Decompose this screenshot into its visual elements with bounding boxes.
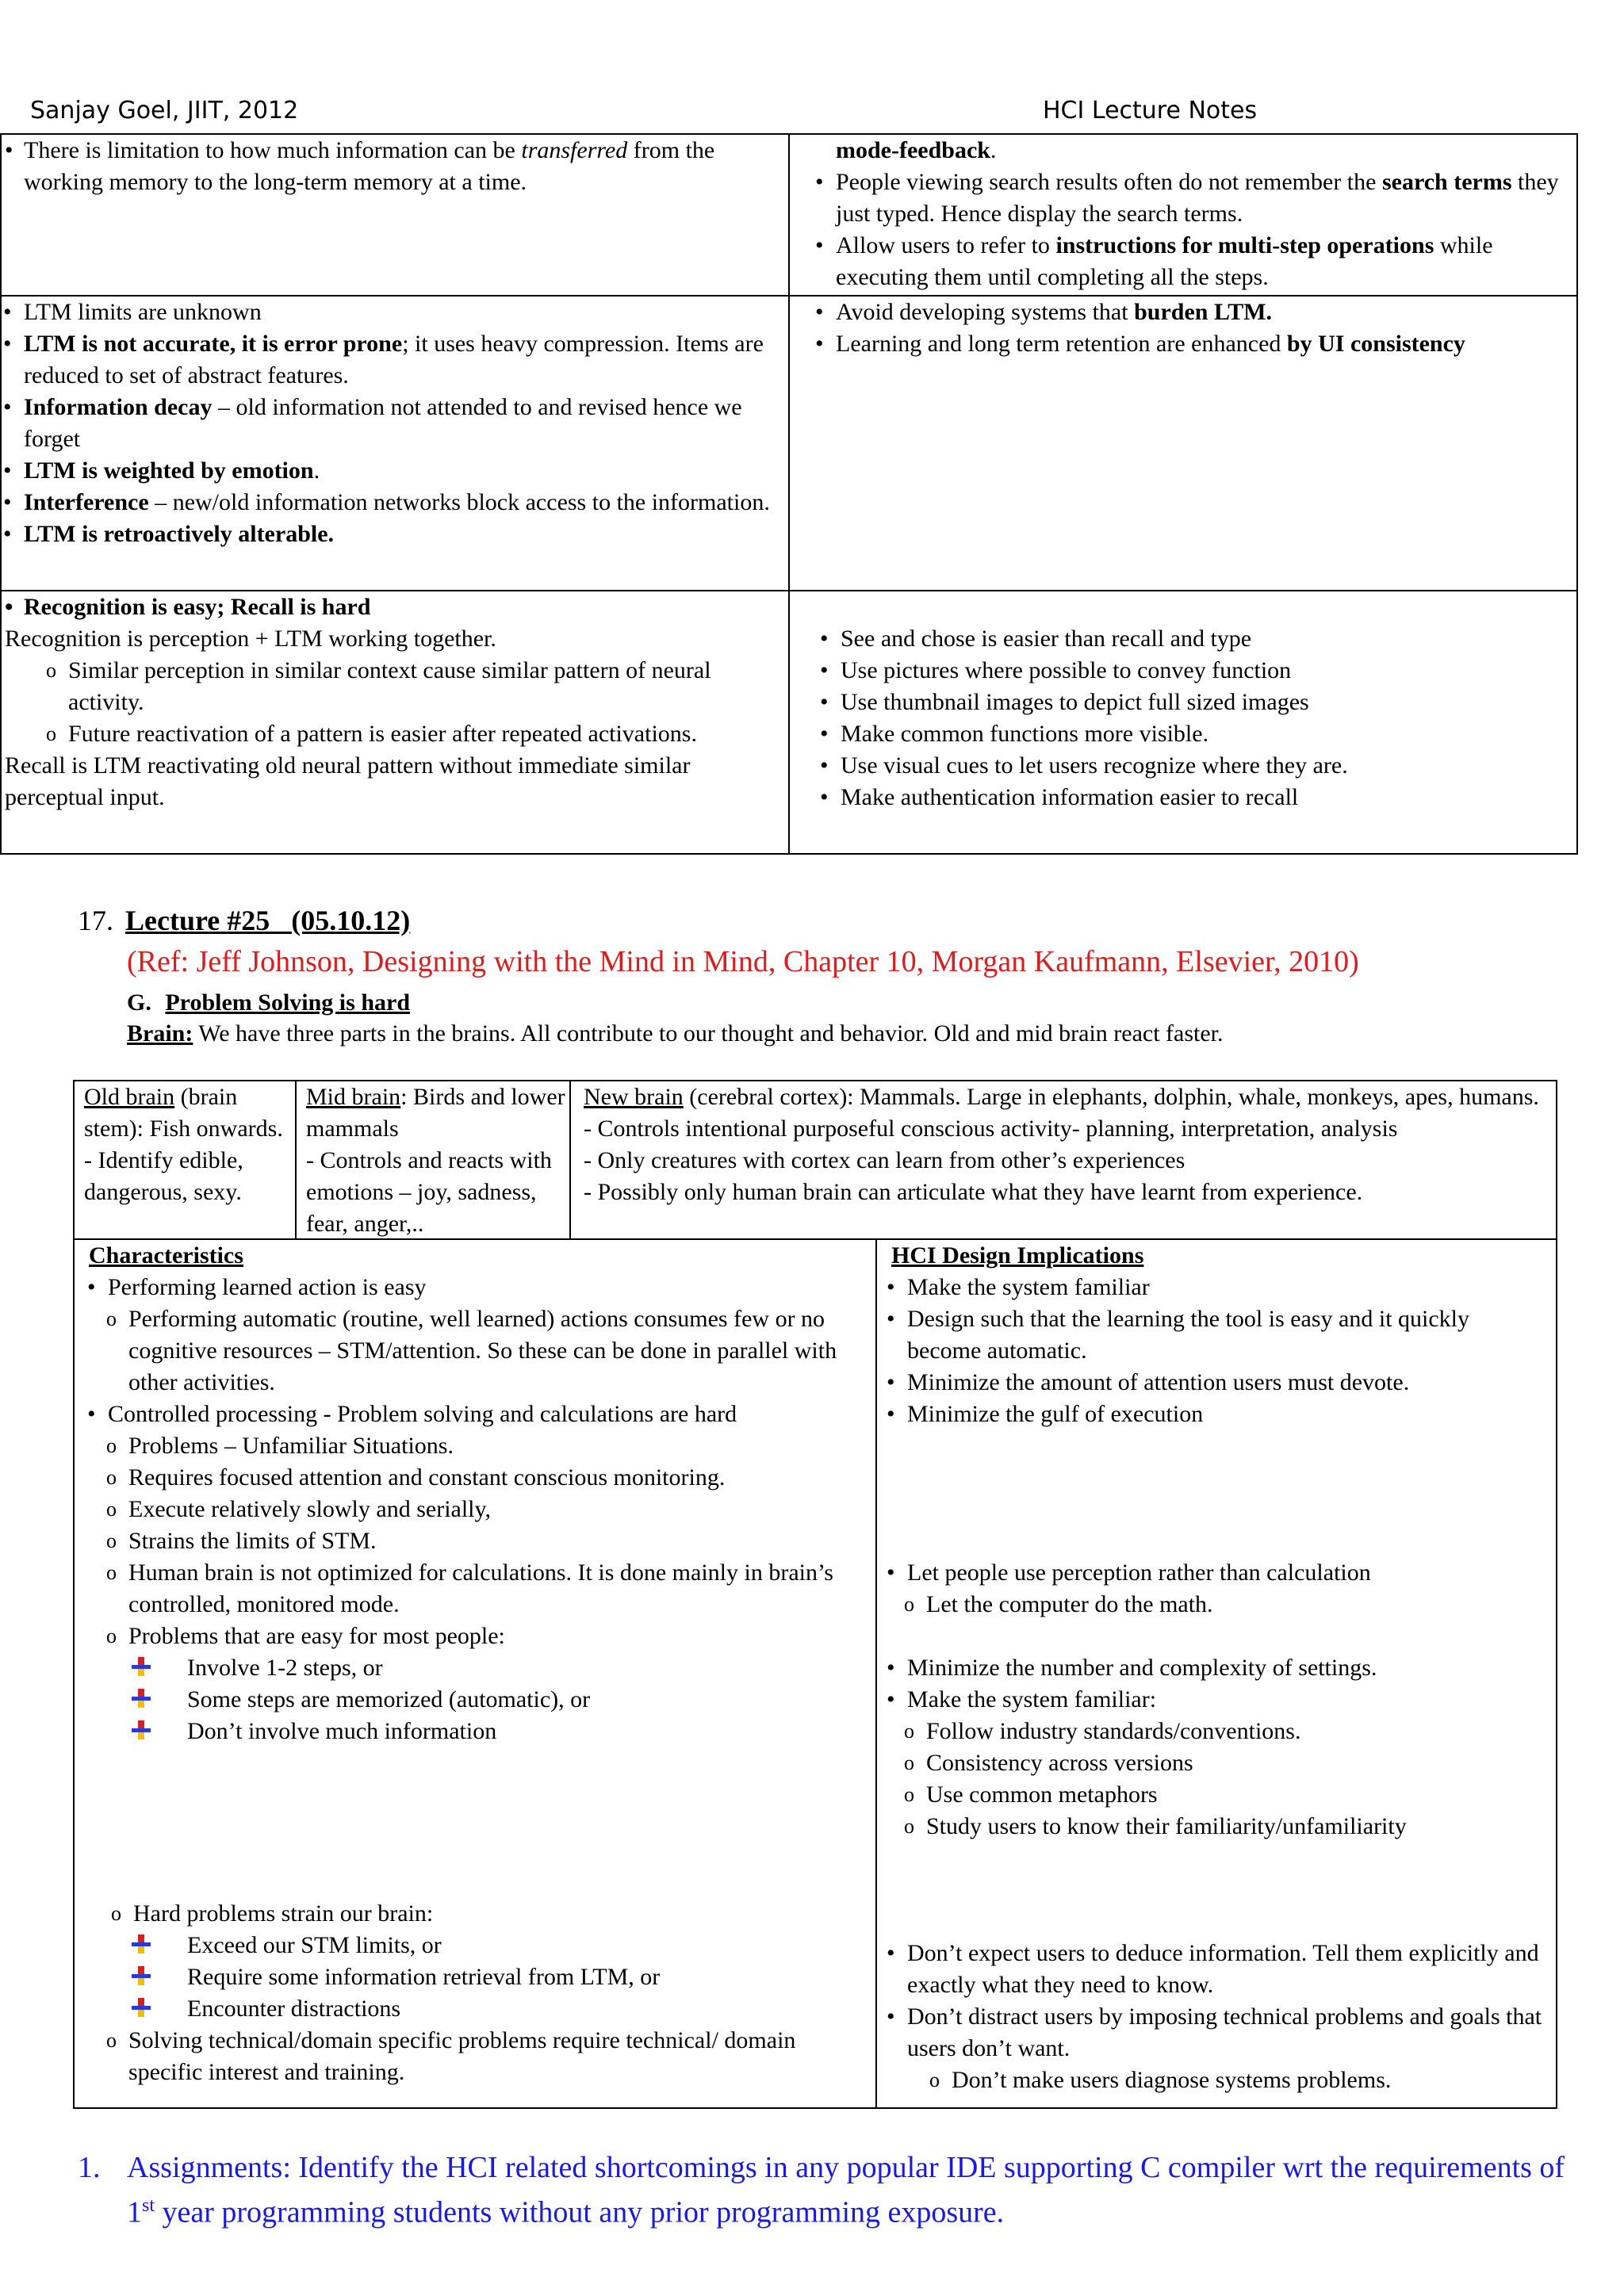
- sub-list: [888, 1589, 1548, 1621]
- section-letter: G.: [127, 989, 151, 1016]
- list-item: o Problems – Unfamiliar Situations.: [128, 1430, 875, 1462]
- text: Avoid developing systems that: [836, 299, 1135, 325]
- lecture-heading: [78, 902, 410, 939]
- text: Allow users to refer to: [836, 232, 1056, 258]
- bullet-list: [836, 166, 1561, 293]
- table-row: [1, 296, 1577, 591]
- old-brain-cell: [74, 1081, 296, 1240]
- text: Require some information retrieval from LTM, or: [187, 1964, 661, 1990]
- text: Recognition is easy; Recall is hard: [24, 594, 371, 620]
- list-item: o Study users to know their familiarity/unfamiliarity: [926, 1811, 1548, 1843]
- list-item: • Minimize the amount of attention users must devote.: [907, 1367, 1548, 1399]
- superscript: st: [142, 2195, 155, 2216]
- assignment-text: Assignments: Identify the HCI related shortcomings in any popular IDE supporting C compiler wrt the requirements of 1: [127, 2151, 1588, 2229]
- list-item: [836, 328, 1561, 360]
- list-item: [24, 519, 785, 550]
- mid-brain-cell: [296, 1081, 570, 1240]
- text-bold: instructions for multi-step operations: [1055, 232, 1434, 258]
- list-item: • Make the system familiar: [907, 1272, 1548, 1303]
- text-underline: Mid brain: [306, 1084, 401, 1110]
- text: Encounter distractions: [187, 1996, 401, 2022]
- brain-text: We have three parts in the brains. All contribute to our thought and behavior. Old and mid brain react faster.: [193, 1020, 1224, 1047]
- list-item: • Design such that the learning the tool is easy and it quickly become automatic.: [907, 1303, 1548, 1367]
- text-underline: New brain: [584, 1084, 684, 1110]
- brain-intro: [127, 1018, 1224, 1050]
- implications-column: [876, 1239, 1557, 2108]
- list-item: • Make common functions more visible.: [841, 718, 1561, 750]
- text: – old information not attended to and revised hence we forget: [24, 394, 742, 452]
- list-item: o Don’t make users diagnose systems problems.: [952, 2064, 1548, 2096]
- list-item: [187, 1684, 875, 1716]
- text: - Possibly only human brain can articulate what they have learnt from experience.: [584, 1179, 1363, 1205]
- bullet-list: [888, 1272, 1548, 1430]
- list-item: [836, 230, 1561, 293]
- ltm-table: [0, 133, 1578, 855]
- text: Learning and long term retention are enhanced: [836, 331, 1287, 357]
- characteristics-heading: Characteristics: [89, 1242, 243, 1269]
- arrow-bullet-icon: [132, 1720, 151, 1739]
- list-item: • Controlled processing - Problem solving and calculations are hard: [108, 1399, 875, 1430]
- text: - Controls intentional purposeful conscious activity- planning, interpretation, analysis: [584, 1115, 1398, 1142]
- hard-problem-list: [89, 1930, 875, 2025]
- sub-list: [89, 1303, 875, 1399]
- list-item: o Follow industry standards/conventions.: [926, 1716, 1548, 1747]
- header-course: HCI Lecture Notes: [1043, 97, 1258, 124]
- table-row: [1, 134, 1577, 296]
- header-author: Sanjay Goel, JIIT, 2012: [30, 97, 299, 124]
- list-item: [187, 1993, 875, 2025]
- text: Exceed our STM limits, or: [187, 1932, 442, 1958]
- lecture-number: 17.: [78, 905, 113, 936]
- text-bold: LTM is not accurate, it is error prone: [24, 331, 403, 357]
- bullet-list: [24, 297, 785, 550]
- text: People viewing search results often do not remember the: [836, 169, 1382, 195]
- list-item: [836, 166, 1561, 230]
- text: – new/old information networks block access to the information.: [148, 489, 770, 515]
- characteristics-column: [74, 1239, 876, 2108]
- section-title: Problem Solving is hard: [165, 989, 411, 1016]
- list-item: o Hard problems strain our brain:: [133, 1898, 875, 1930]
- bullet-list: [888, 1557, 1548, 1589]
- text: LTM limits are unknown: [24, 299, 262, 325]
- bullet-list: [89, 1272, 875, 1303]
- bullet-list: [89, 1399, 875, 1430]
- list-item: o Consistency across versions: [926, 1747, 1548, 1779]
- text: from the working memory to the long-term memory at a time.: [24, 137, 715, 195]
- list-item: • Use thumbnail images to depict full sized images: [841, 687, 1561, 718]
- list-item: [187, 1652, 875, 1684]
- text: .: [313, 457, 320, 484]
- text-bold: search terms: [1381, 169, 1512, 195]
- sub-list: [888, 1716, 1548, 1843]
- text: Some steps are memorized (automatic), or: [187, 1686, 591, 1712]
- lecture-reference: (Ref: Jeff Johnson, Designing with the Mind in Mind, Chapter 10, Morgan Kaufmann, Elsevier, 2010): [127, 945, 1359, 978]
- arrow-bullet-icon: [132, 1657, 151, 1676]
- list-item: [24, 455, 785, 487]
- list-item: • Minimize the gulf of execution: [907, 1399, 1548, 1430]
- text: There is limitation to how much information can be: [24, 137, 522, 163]
- text: Don’t involve much information: [187, 1718, 497, 1744]
- sub-list: [89, 2025, 875, 2088]
- list-item: o Performing automatic (routine, well learned) actions consumes few or no cognitive resources – STM/attention. So these can be done in parallel with other activities.: [128, 1303, 875, 1399]
- list-item: [187, 1716, 875, 1747]
- list-item: [836, 297, 1561, 328]
- list-item: • Let people use perception rather than calculation: [907, 1557, 1548, 1589]
- table-row: [74, 1081, 1557, 1240]
- text: (cerebral cortex): Mammals. Large in elephants, dolphin, whale, monkeys, apes, humans.: [683, 1084, 1539, 1110]
- list-item: • Make authentication information easier to recall: [841, 782, 1561, 813]
- list-item: o Use common metaphors: [926, 1779, 1548, 1811]
- list-item: • Minimize the number and complexity of settings.: [907, 1652, 1548, 1684]
- text-bold: Interference: [24, 489, 149, 515]
- table-row: [74, 1239, 1557, 2108]
- text-bold: mode-feedback: [836, 137, 990, 163]
- text: .: [990, 137, 997, 163]
- list-item: [24, 487, 785, 519]
- assignment: [78, 2149, 1588, 2232]
- recall-text: Recall is LTM reactivating old neural pattern without immediate similar perceptual input.: [5, 752, 691, 810]
- list-item: • Use pictures where possible to convey function: [841, 655, 1561, 687]
- table-row: [1, 591, 1577, 854]
- sub-list: [5, 655, 785, 750]
- text-bold: LTM is retroactively alterable.: [24, 521, 335, 547]
- arrow-bullet-icon: [132, 1998, 151, 2017]
- recognition-intro: Recognition is perception + LTM working together.: [5, 626, 496, 652]
- list-item: o Execute relatively slowly and serially,: [128, 1494, 875, 1525]
- list-item: • Don’t expect users to deduce information. Tell them explicitly and exactly what they need to know.: [907, 1938, 1548, 2001]
- text: (brain stem): Fish onwards.: [84, 1084, 283, 1142]
- list-item: [187, 1930, 875, 1961]
- text: : Birds and lower mammals: [306, 1084, 565, 1142]
- ltm-cell: [836, 135, 1561, 166]
- recognition-title: • Recognition is easy; Recall is hard: [5, 594, 371, 620]
- list-item: o Problems that are easy for most people:: [128, 1621, 875, 1652]
- brain-table: [73, 1080, 1557, 1240]
- list-item: • Don’t distract users by imposing technical problems and goals that users don’t want.: [907, 2001, 1548, 2064]
- assignment-text: year programming students without any prior programming exposure.: [155, 2195, 1005, 2229]
- text: they just typed. Hence display the search terms.: [836, 169, 1559, 227]
- arrow-bullet-icon: [132, 1966, 151, 1985]
- ltm-cell: • There is limitation to how much information can be transferred from the working memory to the long-term memory at a time.: [5, 137, 715, 195]
- list-item: [24, 392, 785, 455]
- easy-problem-list: [89, 1652, 875, 1747]
- list-item: • Use visual cues to let users recognize where they are.: [841, 750, 1561, 782]
- sub-list: [888, 2064, 1548, 2096]
- text: - Identify edible, dangerous, sexy.: [84, 1147, 243, 1205]
- text-underline: Old brain: [84, 1084, 175, 1110]
- problem-solving-table: [73, 1238, 1557, 2109]
- text: ; it uses heavy compression. Items are reduced to set of abstract features.: [24, 331, 764, 388]
- brain-label: Brain:: [127, 1020, 193, 1047]
- new-brain-cell: [570, 1081, 1557, 1240]
- bullet-list: [888, 1938, 1548, 2064]
- list-item: [187, 1961, 875, 1993]
- text: - Controls and reacts with emotions – joy, sadness, fear, anger,..: [306, 1147, 552, 1237]
- text-bold: Information decay: [24, 394, 213, 420]
- text-emphasis: transferred: [521, 137, 628, 163]
- section-heading: [127, 987, 410, 1019]
- list-item: o Let the computer do the math.: [926, 1589, 1548, 1621]
- text-bold: by UI consistency: [1286, 331, 1465, 357]
- text: while executing them until completing all the steps.: [836, 232, 1493, 290]
- implications-heading: HCI Design Implications: [891, 1242, 1144, 1269]
- bullet-list: [836, 297, 1561, 360]
- list-item: o Solving technical/domain specific problems require technical/ domain specific interest and training.: [128, 2025, 875, 2088]
- arrow-bullet-icon: [132, 1934, 151, 1954]
- arrow-bullet-icon: [132, 1689, 151, 1708]
- list-item: o Human brain is not optimized for calculations. It is done mainly in brain’s controlled, monitored mode.: [128, 1557, 875, 1621]
- list-item: o Future reactivation of a pattern is easier after repeated activations.: [68, 718, 785, 750]
- text: - Only creatures with cortex can learn from other’s experiences: [584, 1147, 1185, 1173]
- text-bold: LTM is weighted by emotion: [24, 457, 314, 484]
- list-item: o Strains the limits of STM.: [128, 1525, 875, 1557]
- list-item: • Make the system familiar:: [907, 1684, 1548, 1716]
- list-item: [24, 328, 785, 392]
- bullet-list: [888, 1652, 1548, 1716]
- list-item: • Performing learned action is easy: [108, 1272, 875, 1303]
- bullet-list: [841, 623, 1561, 813]
- lecture-title: Lecture #25 (05.10.12): [125, 905, 411, 936]
- list-item: • See and chose is easier than recall and type: [841, 623, 1561, 655]
- list-item: [24, 297, 785, 328]
- list-item: o Similar perception in similar context cause similar pattern of neural activity.: [68, 655, 785, 718]
- sub-list: [89, 1430, 875, 1652]
- text-bold: burden LTM.: [1134, 299, 1273, 325]
- list-item: o Requires focused attention and constant conscious monitoring.: [128, 1462, 875, 1494]
- sub-list: [89, 1898, 875, 1930]
- text: Involve 1-2 steps, or: [187, 1655, 383, 1681]
- assignment-number: 1.: [78, 2151, 101, 2184]
